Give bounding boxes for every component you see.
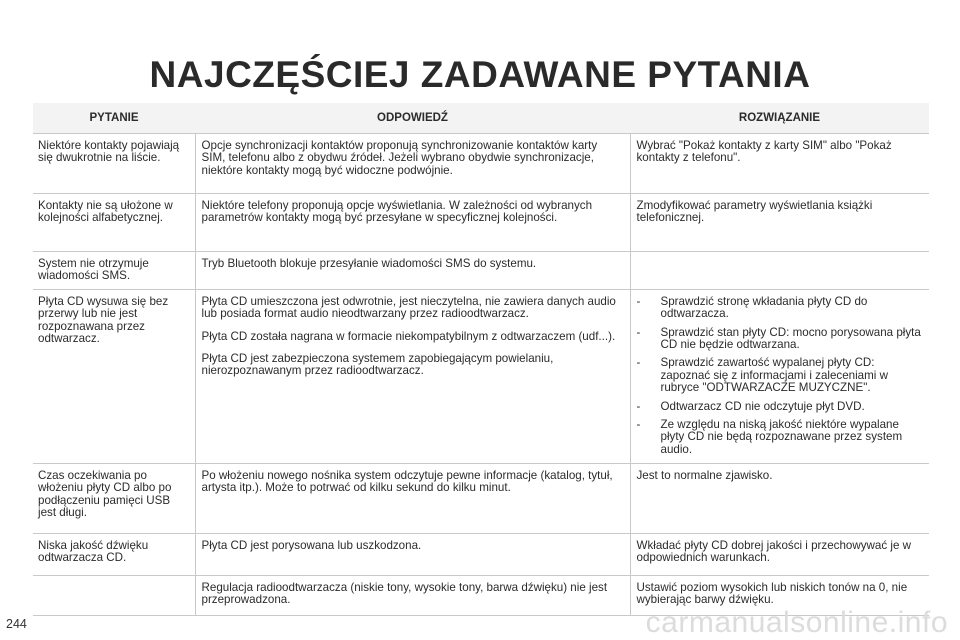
header-solution: ROZWIĄZANIE [630, 103, 929, 134]
solution-cell [630, 252, 929, 290]
table-row [33, 463, 929, 533]
answer-cell: Niektóre telefony proponują opcje wyświetlania. W zależności od wybranych parametrów kontakty mogą być przesyłane w specyficznej kolejności. [195, 194, 630, 252]
solution-cell: Ustawić poziom wysokich lub niskich tonów na 0, nie wybierając barwy dźwięku. [630, 575, 929, 615]
watermark: carmanualsonline.info [645, 606, 948, 639]
bullet-dash: - [636, 294, 641, 308]
list-item-text: Sprawdzić stronę wkładania płyty CD do odtwarzacza. [660, 294, 868, 321]
page-title: NAJCZĘŚCIEJ ZADAWANE PYTANIA [149, 54, 811, 95]
table-row [33, 289, 929, 463]
bullet-dash: - [636, 325, 641, 339]
answer-cell: Po włożeniu nowego nośnika system odczytuje pewne informacje (katalog, tytuł, artysta itp.). Może to potrwać od kilku sekund do kilku minut. [195, 463, 630, 533]
answer-paragraph: Płyta CD jest zabezpieczona systemem zapobiegającym powielaniu, nierozpoznawanym przez radioodtwarzacz. [201, 352, 554, 378]
question-cell: Czas oczekiwania po włożeniu płyty CD albo po podłączeniu pamięci USB jest długi. [33, 463, 195, 533]
list-item [637, 401, 924, 413]
list-item-text: Ze względu na niską jakość niektóre wypalane płyty CD nie będą rozpoznawane przez system audio. [660, 418, 903, 456]
answer-cell: Opcje synchronizacji kontaktów proponują synchronizowanie kontaktów karty SIM, telefonu albo z obydwu źródeł. Jeżeli wybrano obydwie synchronizacje, niektóre kontakty mogą być widoczne podwójnie. [195, 134, 630, 194]
answer-paragraph: Płyta CD została nagrana w formacie niekompatybilnym z odtwarzaczem (udf...). [201, 329, 616, 343]
bullet-dash: - [636, 418, 641, 432]
list-item-text: Sprawdzić stan płyty CD: mocno porysowana płyta CD nie będzie odtwarzana. [660, 325, 921, 352]
question-cell: Niektóre kontakty pojawiają się dwukrotnie na liście. [33, 134, 195, 194]
list-item [637, 357, 924, 394]
table-row [33, 252, 929, 290]
solution-cell: Zmodyfikować parametry wyświetlania książki telefonicznej. [630, 194, 929, 252]
bullet-dash: - [636, 356, 641, 370]
question-cell: Płyta CD wysuwa się bez przerwy lub nie jest rozpoznawana przez odtwarzacz. [33, 289, 195, 463]
table-row [33, 194, 929, 252]
faq-table [33, 103, 929, 616]
list-item-text: Sprawdzić zawartość wypalanej płyty CD: zapoznać się z informacjami i zaleceniami w rubryce "ODTWARZACZE MUZYCZNE". [660, 356, 888, 395]
question-cell [33, 575, 195, 615]
answer-cell: Tryb Bluetooth blokuje przesyłanie wiadomości SMS do systemu. [195, 252, 630, 290]
table-row [33, 533, 929, 575]
question-cell: Niska jakość dźwięku odtwarzacza CD. [33, 533, 195, 575]
solution-cell [630, 289, 929, 463]
solution-cell: Wybrać "Pokaż kontakty z karty SIM" albo "Pokaż kontakty z telefonu". [630, 134, 929, 194]
page-number: 244 [6, 617, 27, 631]
list-item [637, 296, 924, 321]
answer-cell: Regulacja radioodtwarzacza (niskie tony, wysokie tony, barwa dźwięku) nie jest przeprowadzona. [195, 575, 630, 615]
question-cell: Kontakty nie są ułożone w kolejności alfabetycznej. [33, 194, 195, 252]
list-item-text: Odtwarzacz CD nie odczytuje płyt DVD. [660, 399, 865, 413]
bullet-dash: - [636, 399, 641, 413]
solution-list [637, 296, 924, 456]
table-row [33, 134, 929, 194]
list-item [637, 419, 924, 456]
solution-cell: Jest to normalne zjawisko. [630, 463, 929, 533]
table-header-row [33, 103, 929, 134]
answer-cell: Płyta CD jest porysowana lub uszkodzona. [195, 533, 630, 575]
header-answer: ODPOWIEDŹ [195, 103, 630, 134]
answer-paragraph: Płyta CD umieszczona jest odwrotnie, jest nieczytelna, nie zawiera danych audio lub posiada format audio nieodtwarzany przez radioodtwarzacz. [201, 294, 616, 321]
question-cell: System nie otrzymuje wiadomości SMS. [33, 252, 195, 290]
answer-cell [195, 289, 630, 463]
list-item [637, 327, 924, 352]
solution-cell: Wkładać płyty CD dobrej jakości i przechowywać je w odpowiednich warunkach. [630, 533, 929, 575]
header-question: PYTANIE [33, 103, 195, 134]
